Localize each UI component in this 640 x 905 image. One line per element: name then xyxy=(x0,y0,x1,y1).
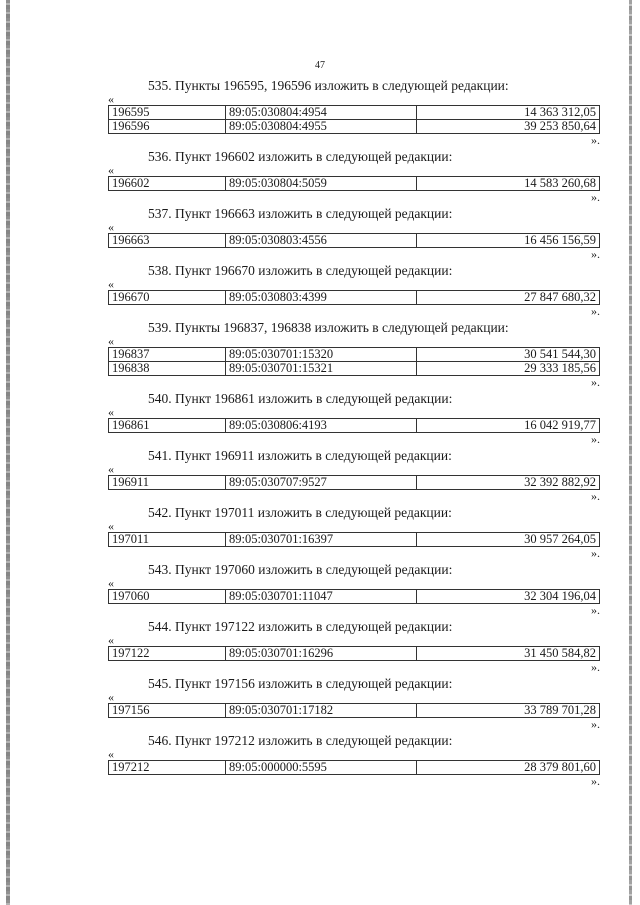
cadastral-number-cell: 89:05:030701:16296 xyxy=(226,647,417,661)
cadastral-value-cell: 39 253 850,64 xyxy=(417,120,600,134)
amendment-heading: 537. Пункт 196663 изложить в следующей редакции: xyxy=(148,206,453,221)
closing-quote: ». xyxy=(591,304,600,318)
cadastral-value-cell: 16 042 919,77 xyxy=(417,419,600,433)
amendment-table xyxy=(108,646,600,661)
opening-quote: « xyxy=(108,747,114,761)
amendment-table xyxy=(108,290,600,305)
amendment-heading: 535. Пункты 196595, 196596 изложить в следующей редакции: xyxy=(148,78,509,93)
cadastral-value-cell: 29 333 185,56 xyxy=(417,362,600,376)
item-number-cell: 197212 xyxy=(109,761,226,775)
item-number-cell: 196602 xyxy=(109,177,226,191)
amendment-section xyxy=(108,619,600,674)
cadastral-value-cell: 28 379 801,60 xyxy=(417,761,600,775)
opening-quote: « xyxy=(108,163,114,177)
table-row xyxy=(109,590,600,604)
opening-quote: « xyxy=(108,690,114,704)
table-row xyxy=(109,234,600,248)
cadastral-number-cell: 89:05:030701:11047 xyxy=(226,590,417,604)
cadastral-value-cell: 33 789 701,28 xyxy=(417,704,600,718)
amendment-table xyxy=(108,176,600,191)
closing-quote: ». xyxy=(591,717,600,731)
amendment-heading: 541. Пункт 196911 изложить в следующей редакции: xyxy=(148,448,452,463)
table-row xyxy=(109,362,600,376)
scan-edge-right xyxy=(629,0,632,905)
amendment-section xyxy=(108,149,600,204)
item-number-cell: 197011 xyxy=(109,533,226,547)
item-number-cell: 196861 xyxy=(109,419,226,433)
item-number-cell: 196837 xyxy=(109,348,226,362)
item-number-cell: 197122 xyxy=(109,647,226,661)
cadastral-value-cell: 32 304 196,04 xyxy=(417,590,600,604)
table-row xyxy=(109,291,600,305)
amendment-table xyxy=(108,418,600,433)
amendment-section xyxy=(108,206,600,261)
cadastral-number-cell: 89:05:030707:9527 xyxy=(226,476,417,490)
amendment-section xyxy=(108,391,600,446)
amendment-section xyxy=(108,505,600,560)
amendment-heading: 543. Пункт 197060 изложить в следующей редакции: xyxy=(148,562,453,577)
opening-quote: « xyxy=(108,462,114,476)
cadastral-value-cell: 31 450 584,82 xyxy=(417,647,600,661)
opening-quote: « xyxy=(108,277,114,291)
table-row xyxy=(109,106,600,120)
amendment-heading: 538. Пункт 196670 изложить в следующей редакции: xyxy=(148,263,453,278)
cadastral-number-cell: 89:05:030701:15321 xyxy=(226,362,417,376)
opening-quote: « xyxy=(108,220,114,234)
table-row xyxy=(109,177,600,191)
table-row xyxy=(109,704,600,718)
closing-quote: ». xyxy=(591,247,600,261)
amendment-heading: 545. Пункт 197156 изложить в следующей редакции: xyxy=(148,676,453,691)
document-body xyxy=(108,78,600,790)
amendment-section xyxy=(108,78,600,147)
amendment-section xyxy=(108,320,600,389)
item-number-cell: 197060 xyxy=(109,590,226,604)
item-number-cell: 196838 xyxy=(109,362,226,376)
item-number-cell: 197156 xyxy=(109,704,226,718)
cadastral-value-cell: 14 583 260,68 xyxy=(417,177,600,191)
amendment-section xyxy=(108,263,600,318)
table-row xyxy=(109,348,600,362)
cadastral-value-cell: 32 392 882,92 xyxy=(417,476,600,490)
table-row xyxy=(109,120,600,134)
cadastral-value-cell: 16 456 156,59 xyxy=(417,234,600,248)
cadastral-value-cell: 30 541 544,30 xyxy=(417,348,600,362)
cadastral-number-cell: 89:05:030701:16397 xyxy=(226,533,417,547)
cadastral-number-cell: 89:05:030803:4556 xyxy=(226,234,417,248)
table-row xyxy=(109,761,600,775)
cadastral-number-cell: 89:05:030806:4193 xyxy=(226,419,417,433)
item-number-cell: 196911 xyxy=(109,476,226,490)
table-row xyxy=(109,419,600,433)
page-number: 47 xyxy=(315,60,325,71)
cadastral-number-cell: 89:05:030804:4955 xyxy=(226,120,417,134)
amendment-heading: 540. Пункт 196861 изложить в следующей редакции: xyxy=(148,391,453,406)
item-number-cell: 196596 xyxy=(109,120,226,134)
opening-quote: « xyxy=(108,334,114,348)
closing-quote: ». xyxy=(591,190,600,204)
closing-quote: ». xyxy=(591,432,600,446)
amendment-heading: 536. Пункт 196602 изложить в следующей редакции: xyxy=(148,149,453,164)
amendment-table xyxy=(108,703,600,718)
table-row xyxy=(109,476,600,490)
amendment-table xyxy=(108,760,600,775)
cadastral-value-cell: 14 363 312,05 xyxy=(417,106,600,120)
cadastral-number-cell: 89:05:030804:5059 xyxy=(226,177,417,191)
amendment-heading: 544. Пункт 197122 изложить в следующей редакции: xyxy=(148,619,453,634)
opening-quote: « xyxy=(108,92,114,106)
item-number-cell: 196670 xyxy=(109,291,226,305)
amendment-heading: 542. Пункт 197011 изложить в следующей редакции: xyxy=(148,505,452,520)
opening-quote: « xyxy=(108,576,114,590)
item-number-cell: 196595 xyxy=(109,106,226,120)
amendment-section xyxy=(108,562,600,617)
cadastral-number-cell: 89:05:000000:5595 xyxy=(226,761,417,775)
cadastral-value-cell: 27 847 680,32 xyxy=(417,291,600,305)
amendment-section xyxy=(108,448,600,503)
amendment-heading: 539. Пункты 196837, 196838 изложить в следующей редакции: xyxy=(148,320,509,335)
closing-quote: ». xyxy=(591,660,600,674)
scan-edge-left xyxy=(6,0,10,905)
closing-quote: ». xyxy=(591,375,600,389)
amendment-heading: 546. Пункт 197212 изложить в следующей редакции: xyxy=(148,733,453,748)
closing-quote: ». xyxy=(591,489,600,503)
table-row xyxy=(109,647,600,661)
amendment-section xyxy=(108,676,600,731)
amendment-table xyxy=(108,532,600,547)
amendment-table xyxy=(108,105,600,134)
amendment-section xyxy=(108,733,600,788)
closing-quote: ». xyxy=(591,774,600,788)
amendment-table xyxy=(108,589,600,604)
opening-quote: « xyxy=(108,519,114,533)
cadastral-value-cell: 30 957 264,05 xyxy=(417,533,600,547)
cadastral-number-cell: 89:05:030701:17182 xyxy=(226,704,417,718)
opening-quote: « xyxy=(108,405,114,419)
cadastral-number-cell: 89:05:030804:4954 xyxy=(226,106,417,120)
amendment-table xyxy=(108,475,600,490)
amendment-table xyxy=(108,347,600,376)
closing-quote: ». xyxy=(591,546,600,560)
item-number-cell: 196663 xyxy=(109,234,226,248)
closing-quote: ». xyxy=(591,133,600,147)
cadastral-number-cell: 89:05:030803:4399 xyxy=(226,291,417,305)
cadastral-number-cell: 89:05:030701:15320 xyxy=(226,348,417,362)
table-row xyxy=(109,533,600,547)
amendment-table xyxy=(108,233,600,248)
opening-quote: « xyxy=(108,633,114,647)
closing-quote: ». xyxy=(591,603,600,617)
